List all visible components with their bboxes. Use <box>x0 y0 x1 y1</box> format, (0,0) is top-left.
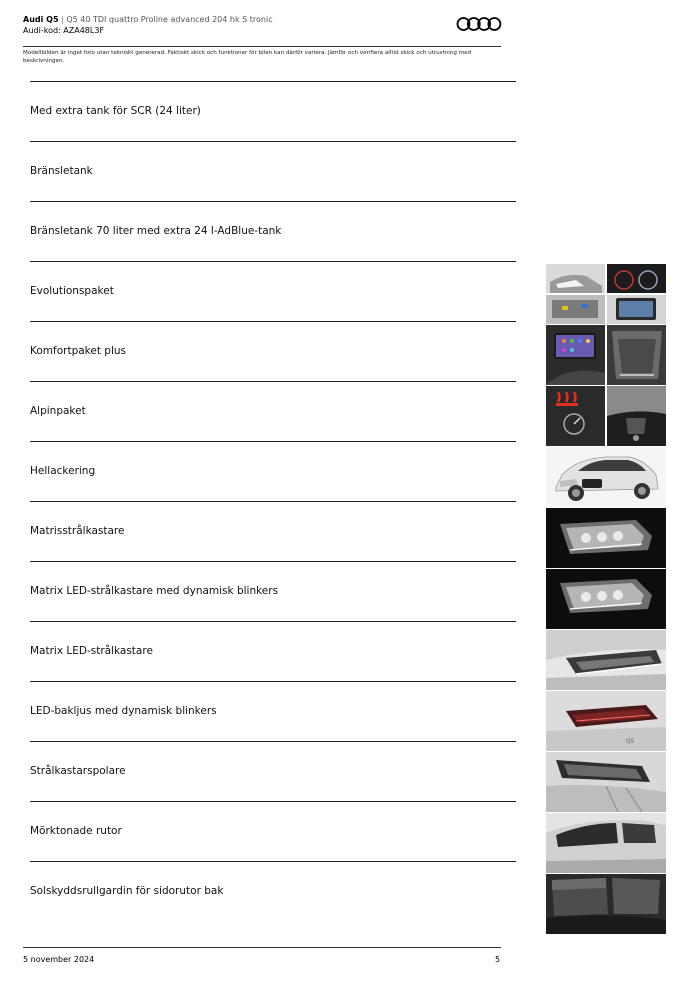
feature-label: Matrix LED-strålkastare med dynamisk blinkers <box>30 585 279 597</box>
matrix-led-dynamic-image <box>546 569 666 629</box>
disclaimer-text: Modellbilden är inget foto utan tekniskt genererad. Faktiskt skick och funktioner för bilen kan därför variera. Jämför och verifiera alltid skick och utrustning med beskrivningen. <box>23 50 472 64</box>
sunshade-image <box>546 874 666 934</box>
feature-label: Hellackering <box>30 465 96 477</box>
header-divider <box>23 46 501 47</box>
headlight-washer-image <box>546 752 666 812</box>
feature-row <box>30 81 516 141</box>
feature-label: Komfortpaket plus <box>30 345 126 357</box>
feature-label: Solskyddsrullgardin för sidorutor bak <box>30 885 224 897</box>
footer-date: 5 november 2024 <box>23 955 95 964</box>
separator: | <box>61 15 64 24</box>
model-line <box>23 14 501 25</box>
led-taillight-image <box>546 691 666 751</box>
feature-row <box>30 321 516 381</box>
feature-row <box>30 381 516 441</box>
svg-text:Q5: Q5 <box>626 738 635 745</box>
feature-label: Mörktonade rutor <box>30 825 122 837</box>
hellackering-image <box>546 447 666 507</box>
footer-divider <box>23 947 501 948</box>
feature-row <box>30 621 516 681</box>
feature-label: Bränsletank 70 liter med extra 24 l-AdBlue-tank <box>30 225 282 237</box>
brand-name: Audi Q5 <box>23 15 59 24</box>
alpinpaket-image <box>546 386 666 446</box>
matrix-led-image <box>546 630 666 690</box>
feature-label: Matrisstrålkastare <box>30 525 125 537</box>
feature-row <box>30 681 516 741</box>
audi-rings-logo-icon <box>456 16 502 32</box>
model-name: Q5 40 TDI quattro Proline advanced 204 hk S tronic <box>66 15 273 24</box>
feature-row <box>30 801 516 861</box>
feature-label: Bränsletank <box>30 165 93 177</box>
feature-row <box>30 201 516 261</box>
feature-label: LED-bakljus med dynamisk blinkers <box>30 705 217 717</box>
feature-label: Strålkastarspolare <box>30 765 126 777</box>
matrix-headlight-image <box>546 508 666 568</box>
komfortpaket-image <box>546 325 666 385</box>
evolutionspaket-image <box>546 264 666 324</box>
feature-row <box>30 141 516 201</box>
document-header <box>23 14 501 36</box>
feature-images <box>546 264 666 935</box>
feature-label: Med extra tank för SCR (24 liter) <box>30 105 201 117</box>
feature-label: Matrix LED-strålkastare <box>30 645 153 657</box>
feature-row <box>30 861 516 921</box>
feature-row <box>30 501 516 561</box>
page-number: 5 <box>495 955 501 964</box>
audi-code: Audi-kod: AZA48L3F <box>23 26 105 35</box>
feature-row <box>30 561 516 621</box>
feature-row <box>30 261 516 321</box>
feature-label: Alpinpaket <box>30 405 86 417</box>
feature-row <box>30 441 516 501</box>
feature-list <box>30 81 516 921</box>
feature-row <box>30 741 516 801</box>
tinted-windows-image <box>546 813 666 873</box>
feature-label: Evolutionspaket <box>30 285 114 297</box>
